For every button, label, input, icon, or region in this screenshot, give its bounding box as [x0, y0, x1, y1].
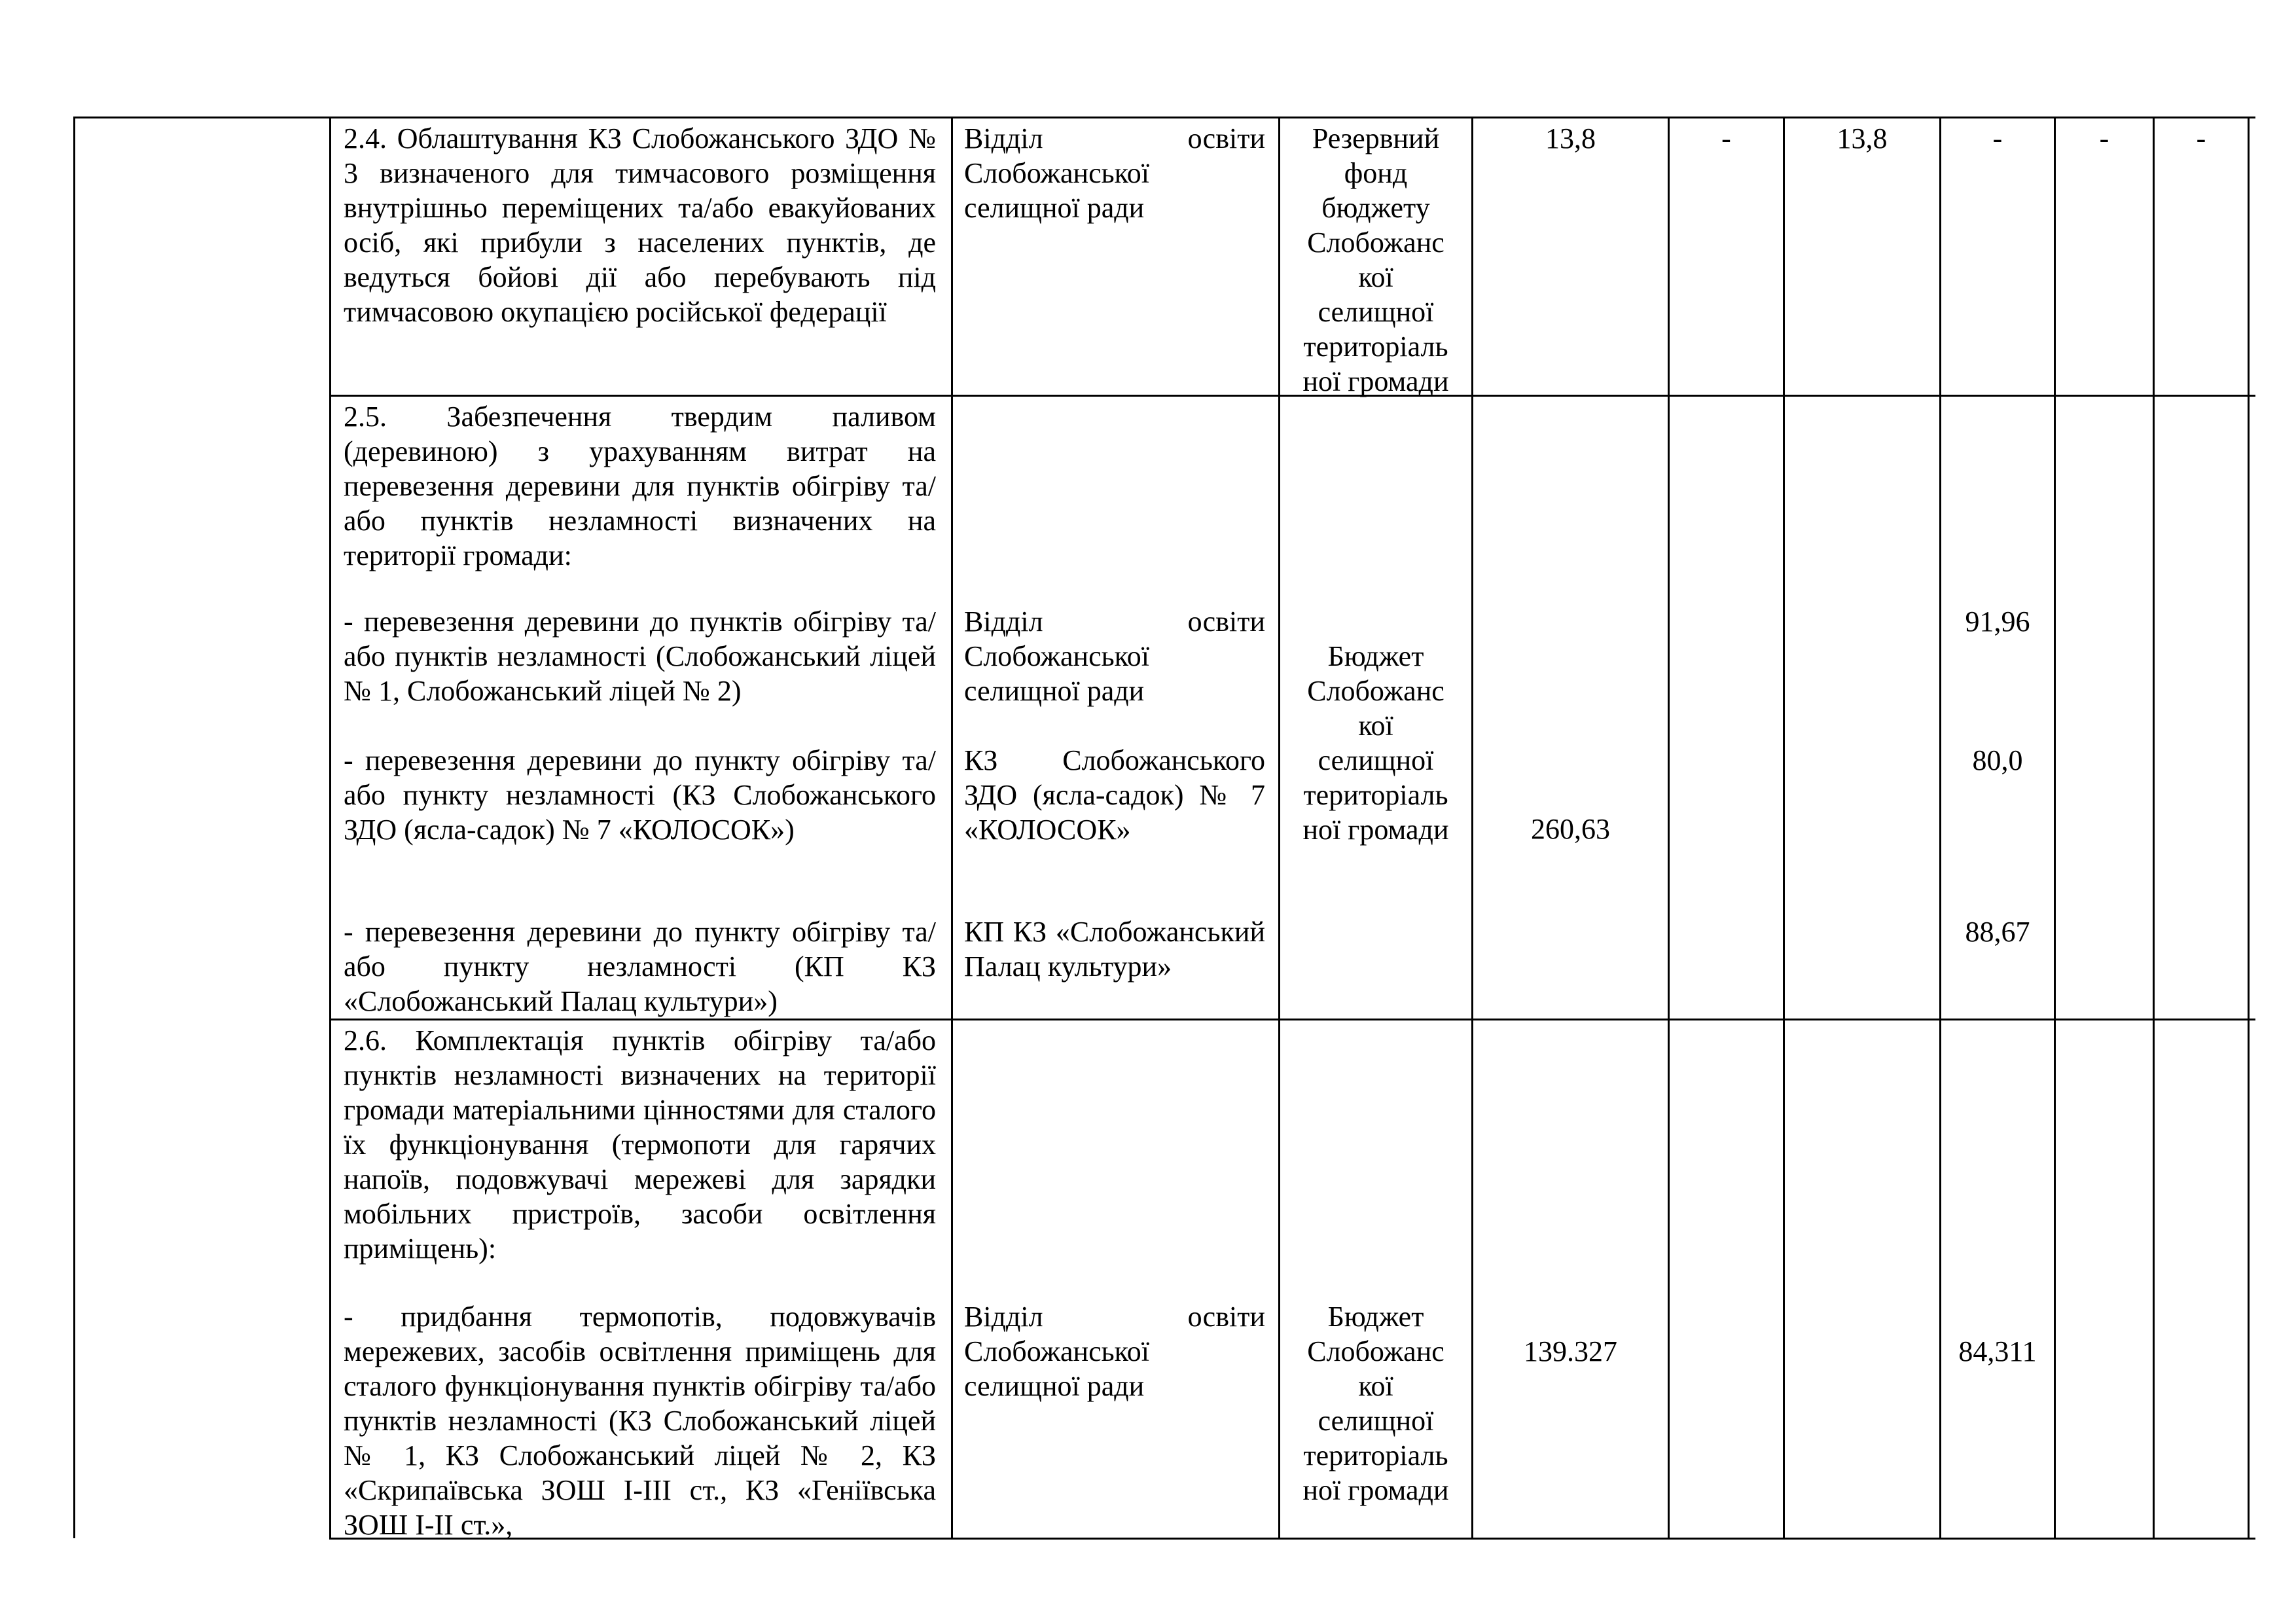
sub-item-text: - перевезення деревини до пункту обігріву та/або пункту незламності (КЗ Слобожанського ЗДО (ясла-садок) № 7 «КОЛОСОК») [344, 744, 936, 846]
amount-cell: - [2099, 122, 2109, 154]
column-divider [951, 117, 953, 1540]
table-top-border [73, 117, 2255, 118]
amount-cell: - [1721, 122, 1731, 154]
total-amount: 139.327 [1524, 1335, 1617, 1367]
funding-source: Бюджет Слобожанс кої селищної територіаль ної громади [1302, 640, 1449, 846]
executor-text: КП КЗ «Слобожанський Палац культури» [964, 916, 1265, 983]
column-divider [1668, 117, 1670, 1540]
column-divider [1783, 117, 1785, 1540]
column-divider [2153, 117, 2155, 1540]
funding-source: Бюджет Слобожанс кої селищної територіаль ної громади [1302, 1301, 1449, 1506]
measure-text: 2.5. Забезпечення твердим паливом (деревиною) з урахуванням витрат на перевезення деревини для пунктів обігріву та/або пунктів незламності визначених на території громади: [344, 401, 936, 571]
amount-cell: 80,0 [1972, 744, 2023, 776]
measure-text: 2.6. Комплектація пунктів обігріву та/або пунктів незламності визначених на території громади матеріальними цінностями для сталого їх функціонування (термопоти для гарячих напоїв, подовжувачі мережеві для зарядки мобільних пристроїв, засоби освітлення приміщень): [344, 1024, 936, 1265]
amount-cell: 88,67 [1965, 916, 2030, 948]
total-amount: 260,63 [1531, 813, 1610, 845]
funding-source: Резервний фонд бюджету Слобожанс кої селищної територіаль ної громади [1302, 122, 1449, 397]
executor-text: Відділ освіти Слобожанської селищної ради [964, 122, 1265, 224]
sub-item-text: - перевезення деревини до пунктів обігріву та/або пунктів незламності (Слобожанський ліцей № 1, Слобожанський ліцей № 2) [344, 605, 936, 707]
amount-cell: 13,8 [1837, 122, 1888, 154]
sub-item-text: - перевезення деревини до пункту обігріву та/або пункту незламності (КП КЗ «Слобожанський Палац культури») [344, 916, 936, 1017]
amount-cell: - [1992, 122, 2003, 154]
sub-item-text: - придбання термопотів, подовжувачів мережевих, засобів освітлення приміщень для сталого функціонування пунктів обігріву та/або пунктів незламності (КЗ Слобожанський ліцей № 1, КЗ Слобожанський ліцей № 2, КЗ «Скрипаївська ЗОШ І-ІІІ ст., КЗ «Геніївська ЗОШ І-ІІ ст.», [344, 1301, 936, 1541]
amount-cell: 84,311 [1958, 1335, 2037, 1367]
total-amount: 13,8 [1545, 122, 1596, 154]
column-divider [73, 117, 75, 1538]
executor-text: Відділ освіти Слобожанської селищної ради [964, 605, 1265, 707]
column-divider [329, 117, 331, 1540]
column-divider [2248, 117, 2250, 1540]
executor-text: КЗ Слобожанського ЗДО (ясла-садок) № 7 «КОЛОСОК» [964, 744, 1265, 846]
measure-text: 2.4. Облаштування КЗ Слобожанського ЗДО № 3 визначеного для тимчасового розміщення внутрішньо переміщених та/або евакуйованих осіб, які прибули з населених пунктів, де ведуться бойові дії або перебувають під тимчасовою окупацією російської федерації [344, 122, 936, 328]
row-divider [329, 1019, 2255, 1020]
amount-cell: 91,96 [1965, 605, 2030, 638]
column-divider [2054, 117, 2056, 1540]
executor-text: Відділ освіти Слобожанської селищної ради [964, 1301, 1265, 1402]
amount-cell: - [2196, 122, 2206, 154]
column-divider [1939, 117, 1941, 1540]
